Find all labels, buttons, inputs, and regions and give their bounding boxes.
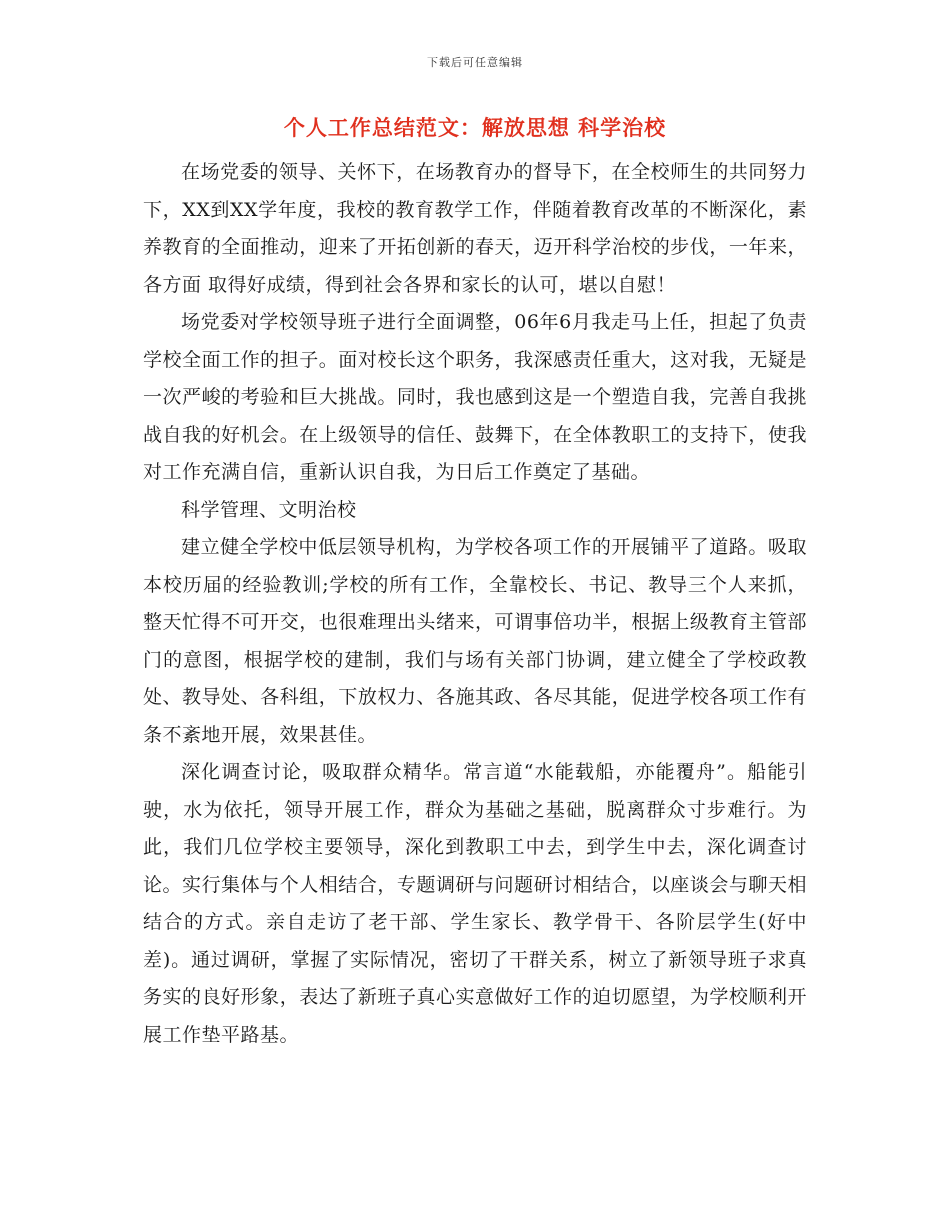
paragraph-management: 建立健全学校中低层领导机构，为学校各项工作的开展铺平了道路。吸取本校历届的经验教训;学校的所有工作，全靠校长、书记、教导三个人来抓，整天忙得不可开交，也很难理出头绪来，可谓事倍功半，根据上级教育主管部门的意图，根据学校的建制，我们与场有关部门协调，建立健全了学校政教处、教导处、各科组，下放权力、各施其政、各尽其能，促进学校各项工作有条不紊地开展，效果甚佳。 (143, 536, 807, 746)
document-body (143, 154, 807, 1054)
header-note: 下载后可任意编辑 (427, 56, 523, 69)
paragraph-research: 深化调查讨论，吸取群众精华。常言道“水能载船，亦能覆舟”。船能引驶，水为依托，领导开展工作，群众为基础之基础，脱离群众寸步难行。为此，我们几位学校主要领导，深化到教职工中去，到学生中去，深化调查讨论。实行集体与个人相结合，专题调研与问题研讨相结合，以座谈会与聊天相结合的方式。亲自走访了老干部、学生家长、教学骨干、各阶层学生(好中差)。通过调研，掌握了实际情况，密切了干群关系，树立了新领导班子求真务实的良好形象，表达了新班子真心实意做好工作的迫切愿望，为学校顺利开展工作垫平路基。 (143, 761, 807, 1046)
section-heading: 科学管理、文明治校 (181, 498, 357, 521)
paragraph-intro: 在场党委的领导、关怀下，在场教育办的督导下，在全校师生的共同努力下，XX到XX学年度，我校的教育教学工作，伴随着教育改革的不断深化，素养教育的全面推动，迎来了开拓创新的春天，迈开科学治校的步伐，一年来，各方面 取得好成绩，得到社会各界和家长的认可，堪以自慰！ (143, 161, 807, 296)
document-title: 个人工作总结范文：解放思想 科学治校 (283, 115, 667, 140)
paragraph-appointment: 场党委对学校领导班子进行全面调整，06年6月我走马上任，担起了负责学校全面工作的担子。面对校长这个职务，我深感责任重大，这对我，无疑是一次严峻的考验和巨大挑战。同时，我也感到这是一个塑造自我，完善自我挑战自我的好机会。在上级领导的信任、鼓舞下，在全体教职工的支持下，使我对工作充满自信，重新认识自我，为日后工作奠定了基础。 (143, 311, 807, 483)
